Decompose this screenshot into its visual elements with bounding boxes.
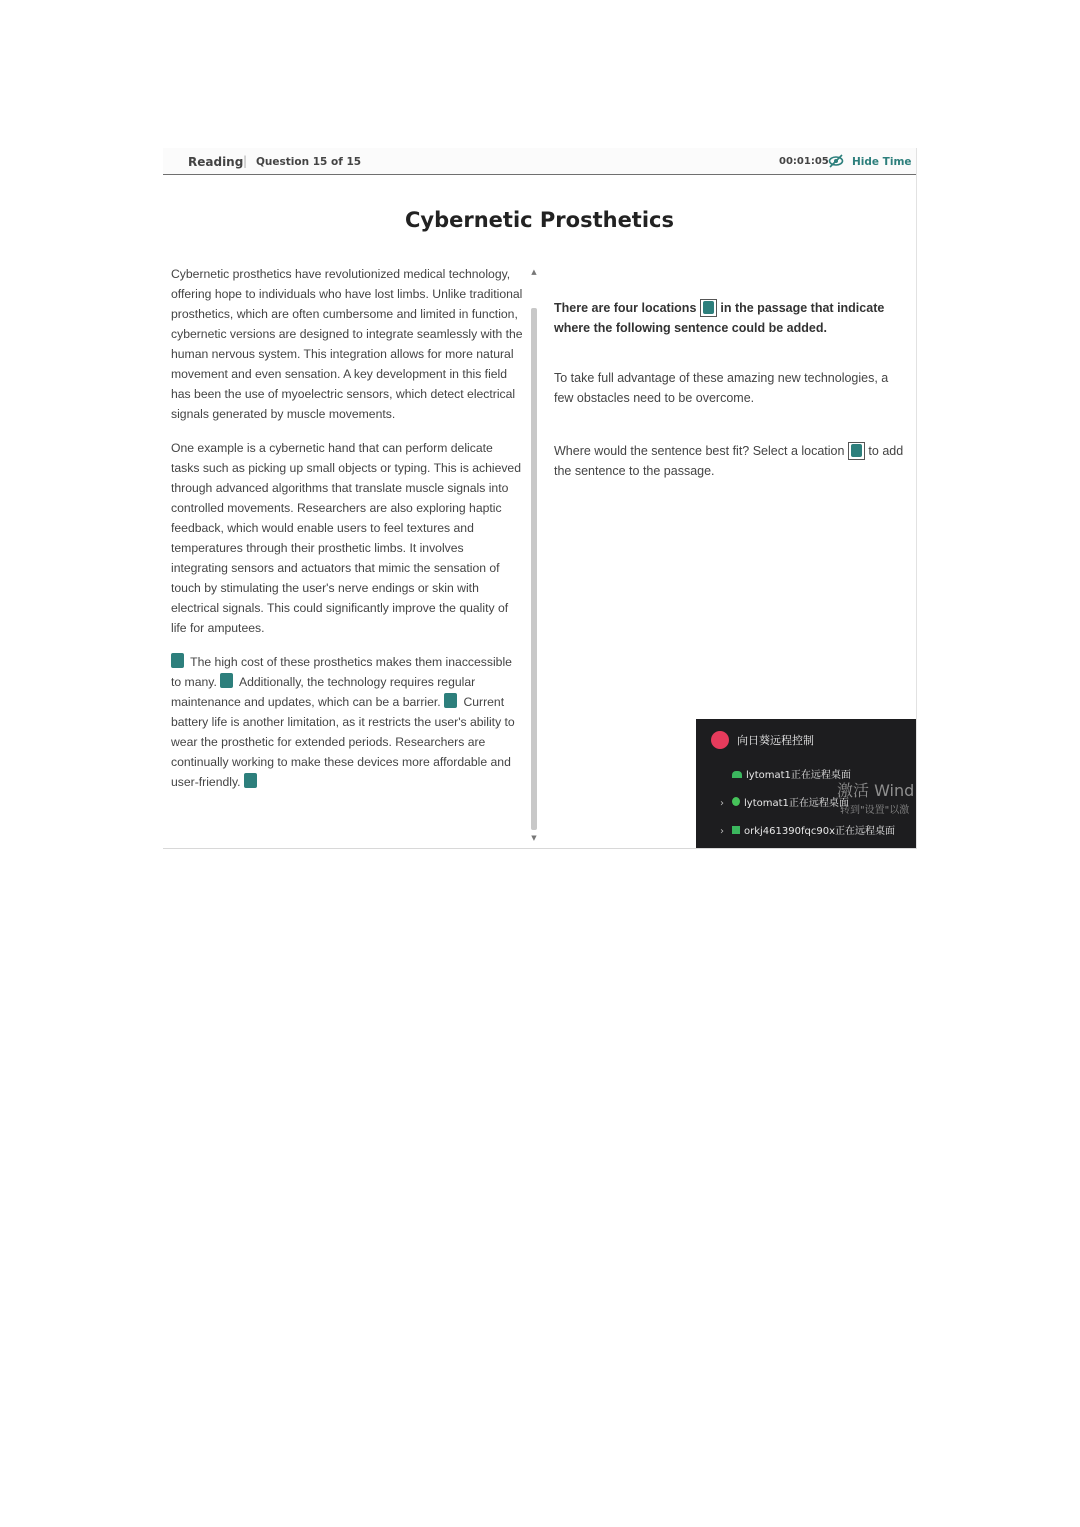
question-counter: Question 15 of 15 — [256, 156, 362, 168]
passage-title: Cybernetic Prosthetics — [404, 208, 674, 232]
windows-icon — [732, 826, 740, 834]
passage-paragraph-2: One example is a cybernetic hand that can perform delicate tasks such as picking up small objects or typing. This is achieved through advanced algorithms that translate muscle signals into controlled movements. Researchers are also exploring haptic feedback, which would enable users to feel textures and temperatures through their prosthetic limbs. It involves integrating sensors and actuators that mimic the sensation of touch by stimulating the user's nerve endings or skin with electrical signals. This could significantly improve the quality of life for amputees. — [171, 441, 521, 635]
activation-watermark: 激活 Wind — [837, 781, 915, 800]
question-instruction — [554, 298, 904, 338]
scroll-up-arrow-icon[interactable]: ▲ — [531, 268, 537, 276]
question-panel — [554, 298, 904, 481]
insert-location-b[interactable] — [220, 673, 233, 688]
top-bar — [163, 148, 916, 175]
apple-icon — [732, 797, 740, 806]
marker-square — [851, 444, 862, 457]
scroll-down-arrow-icon[interactable]: ▼ — [531, 834, 537, 842]
session-label-3: orkj461390fqc90x正在远程桌面 — [744, 826, 895, 837]
popup-title: 向日葵远程控制 — [737, 734, 814, 747]
passage-panel — [171, 264, 523, 806]
activation-watermark-sub: 转到"设置"以激 — [840, 805, 910, 816]
scrollbar-thumb[interactable] — [531, 308, 537, 830]
session-row-3[interactable] — [720, 822, 895, 837]
session-row-1[interactable] — [720, 766, 851, 781]
android-icon — [732, 771, 742, 778]
session-row-2[interactable] — [720, 794, 849, 809]
paragraph-3-sentence-3: Current battery life is another limitation, as it restricts the user's ability to wear the prosthetic for extended periods. Researchers are continually working to make these devices more affordable and user-friendly. — [171, 695, 515, 789]
passage-scrollbar[interactable] — [530, 268, 538, 842]
insert-location-c[interactable] — [444, 693, 457, 708]
marker-square — [703, 301, 714, 314]
insert-location-a[interactable] — [171, 653, 184, 668]
separator: | — [243, 154, 248, 168]
session-label-1: lytomat1正在远程桌面 — [746, 770, 851, 781]
location-marker-icon — [700, 299, 717, 317]
sunlogin-logo-icon — [711, 731, 729, 749]
question-prompt — [554, 441, 904, 481]
paragraph-3-sentence-2: Additionally, the technology requires regular maintenance and updates, which can be a barrier. — [171, 675, 476, 709]
hide-time-button[interactable]: Hide Time — [852, 156, 912, 168]
paragraph-3-sentence-1: The high cost of these prosthetics makes them inaccessible to many. — [171, 655, 512, 689]
instruction-part-2: in the passage that indicate where the following sentence could be added. — [554, 301, 885, 335]
target-sentence: To take full advantage of these amazing new technologies, a few obstacles need to be overcome. — [554, 371, 889, 405]
chevron-right-icon[interactable]: › — [720, 798, 724, 809]
section-label: Reading — [188, 155, 244, 169]
chevron-right-icon[interactable]: › — [720, 826, 724, 837]
passage-paragraph-3 — [171, 652, 523, 792]
timer: 00:01:05 — [779, 156, 829, 167]
location-marker-icon — [848, 442, 865, 460]
prompt-part-1: Where would the sentence best fit? Select a location — [554, 444, 845, 458]
eye-slash-icon[interactable] — [828, 153, 844, 167]
remote-control-popup — [696, 719, 916, 848]
passage-paragraph-1: Cybernetic prosthetics have revolutionized medical technology, offering hope to individuals who have lost limbs. Unlike traditional prosthetics, which are often cumbersome and limited in function, cybernetic versions are designed to integrate seamlessly with the human nervous system. This integration allows for more natural movement and even sensation. A key development in this field has been the use of myoelectric sensors, which detect electrical signals generated by muscle movements. — [171, 267, 523, 421]
instruction-part-1: There are four locations — [554, 301, 697, 315]
prompt-part-2: to add the sentence to the passage. — [554, 444, 904, 478]
session-label-2: lytomat1正在远程桌面 — [744, 798, 849, 809]
insert-location-d[interactable] — [244, 773, 257, 788]
